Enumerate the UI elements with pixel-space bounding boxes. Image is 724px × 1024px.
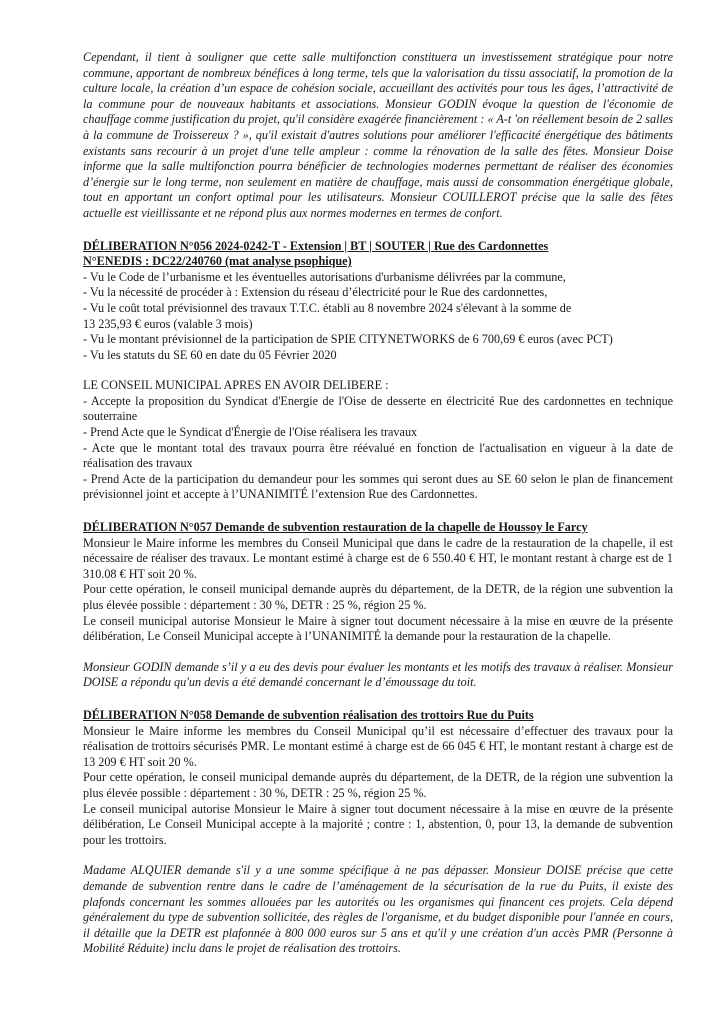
considerant-item: - Vu le Code de l’urbanisme et les éventuelles autorisations d'urbanisme délivrées par la commune, xyxy=(83,269,566,284)
decision-item: - Acte que le montant total des travaux pourra être réévalué en fonction de l'actualisation en vigueur à la date de réalisation des travaux xyxy=(83,440,673,471)
considerant-item: - Vu la nécessité de procéder à : Extension du réseau d’électricité pour le Rue des cardonnettes, xyxy=(83,285,548,300)
intro-paragraph: Cependant, il tient à souligner que cette salle multifonction constituera un investissement stratégique pour notre commune, apportant de nombreux bénéfices à long terme, tels que la valorisation du tissu associatif, la promotion de la culture locale, la création d’un espace de cohésion sociale, accueillant des activités pour tous les âges, l’attractivité de la commune pour de nouveaux habitants et associations. Monsieur GODIN évoque la question de l'économie de chauffage comme justification du projet, qu'il considère exagérée financièrement : « A-t 'on réellement besoin de 2 salles à la commune de Troissereux ? », qu'il existait d'autres solutions pour améliorer l'efficacité énergétique des bâtiments existants sans recourir à un projet d'une telle ampleur : comme la rénovation de la salle des fêtes. Monsieur Doise informe que la salle multifonction pourra bénéficier de technologies modernes permettant de réaliser des économies d’énergie sur le long terme, non seulement en matière de chauffage, mais aussi de consommation énergétique globale, tout en apportant un confort optimal pour les utilisateurs. Monsieur COUILLEROT précise que la salle des fêtes actuelle est vieillissante et ne répond plus aux normes modernes en termes de confort. xyxy=(83,50,673,220)
deliberation-058-note: Madame ALQUIER demande s'il y a une somme spécifique à ne pas dépasser. Monsieur DOISE précise que cette demande de subvention rentre dans le cadre de l’aménagement de la sécurisation de la rue du Puits, il existe des plafonds concernant les sommes allouées par les autorités ou les organismes qui financent ces projets. Cela dépend généralement du type de subvention sollicitée, des règles de l'organisme, et du budget disponible pour l'année en cours, il détaille que la DETR est plafonnée à 800 000 euros sur 5 ans et qu'il y une création d'un accès PMR (Personne à Mobilité Réduite) inclu dans le projet de réalisation des trottoirs. xyxy=(83,863,673,956)
deliberation-057-note: Monsieur GODIN demande s’il y a eu des devis pour évaluer les montants et les motifs des travaux à réaliser. Monsieur DOISE a répondu qu'un devis a été demandé concernant le d’émoussage du toit. xyxy=(83,659,673,690)
deliberation-057-paragraph: Monsieur le Maire informe les membres du Conseil Municipal que dans le cadre de la restauration de la chapelle, il est nécessaire de réaliser des travaux. Le montant estimé à charge est de 6 550.40 € HT, le montant restant à charge est de 1 310.08 € HT soit 20 %. xyxy=(83,535,673,581)
decision-item: - Accepte la proposition du Syndicat d'Energie de l'Oise de desserte en électricité Rue des cardonnettes en technique souterraine xyxy=(83,393,673,424)
deliberation-056-title: DÉLIBERATION N°056 2024-0242-T - Extension | BT | SOUTER | Rue des Cardonnettes xyxy=(83,238,549,253)
deliberation-056-subtitle: N°ENEDIS : DC22/240760 (mat analyse psophique) xyxy=(83,254,352,269)
deliberation-057-paragraph: Pour cette opération, le conseil municipal demande auprès du département, de la DETR, de la région une subvention la plus élevée possible : département : 30 %, DETR : 25 %, région 25 %. xyxy=(83,582,673,612)
considerant-item: 13 235,93 € euros (valable 3 mois) xyxy=(83,316,253,331)
document-page xyxy=(83,50,673,957)
deliberation-057-paragraph: Le conseil municipal autorise Monsieur le Maire à signer tout document nécessaire à la mise en œuvre de la présente délibération, Le Conseil Municipal accepte à l’UNANIMITÉ la demande pour la restauration de la chapelle. xyxy=(83,613,673,644)
decision-item: - Prend Acte que le Syndicat d'Énergie de l'Oise réalisera les travaux xyxy=(83,425,418,440)
deliberation-058-paragraph: Pour cette opération, le conseil municipal demande auprès du département, de la DETR, de la région une subvention la plus élevée possible : département : 30 %, DETR : 25 %, région 25 %. xyxy=(83,770,673,800)
considerant-item: - Vu le coût total prévisionnel des travaux T.T.C. établi au 8 novembre 2024 s'élevant à la somme de xyxy=(83,300,572,315)
deliberation-058-title: DÉLIBERATION N°058 Demande de subvention réalisation des trottoirs Rue du Puits xyxy=(83,707,534,722)
decision-item: - Prend Acte de la participation du demandeur pour les sommes qui seront dues au SE 60 selon le plan de financement prévisionnel joint et accepte à l’UNANIMITÉ l’extension Rue des Cardonnettes. xyxy=(83,471,673,502)
deliberation-058-paragraph: Le conseil municipal autorise Monsieur le Maire à signer tout document nécessaire à la mise en œuvre de la présente délibération, Le Conseil Municipal accepte à la majorité ; contre : 1, abstention, 0, pour 13, la demande de subvention pour les trottoirs. xyxy=(83,801,673,847)
considerant-item: - Vu les statuts du SE 60 en date du 05 Février 2020 xyxy=(83,347,337,362)
considerant-item: - Vu le montant prévisionnel de la participation de SPIE CITYNETWORKS de 6 700,69 € euros (avec PCT) xyxy=(83,332,613,347)
deliberation-057-title: DÉLIBERATION N°057 Demande de subvention restauration de la chapelle de Houssoy le Farcy xyxy=(83,520,588,535)
conseil-heading: LE CONSEIL MUNICIPAL APRES EN AVOIR DELIBERE : xyxy=(83,378,389,393)
deliberation-058-paragraph: Monsieur le Maire informe les membres du Conseil Municipal qu’il est nécessaire d’effectuer des travaux pour la réalisation de trottoirs sécurisés PMR. Le montant estimé à charge est de 66 045 € HT, le montant restant à charge est de 13 209 € HT soit 20 %. xyxy=(83,723,673,769)
